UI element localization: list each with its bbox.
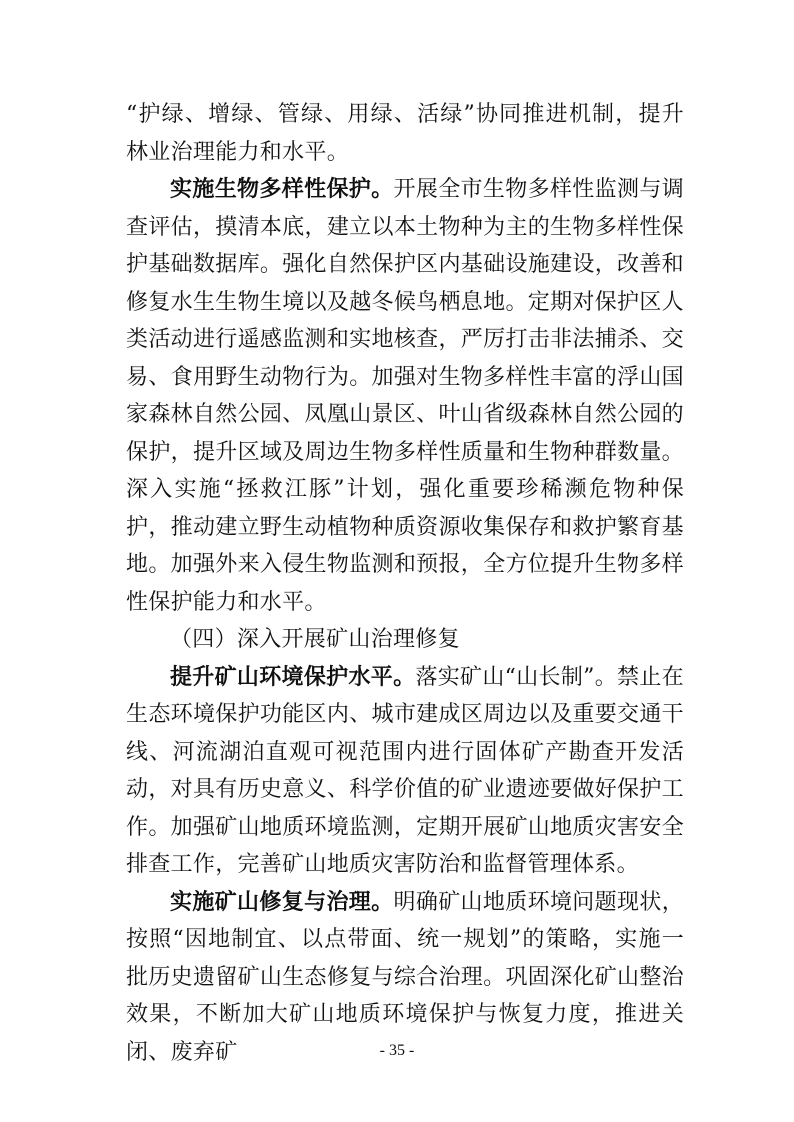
paragraph-mine-protection (126, 659, 684, 884)
section-heading: （四）深入开展矿山治理修复 (170, 627, 460, 652)
body-text (126, 96, 684, 1071)
paragraph-heading: 实施生物多样性保护。 (170, 177, 394, 202)
paragraph-continuation: “护绿、增绿、管绿、用绿、活绿”协同推进机制，提升林业治理能力和水平。 (126, 102, 684, 165)
paragraph-body: 落实矿山“山长制”。禁止在生态环境保护功能区内、城市建成区周边以及重要交通干线、河流湖泊直观可视范围内进行固体矿产勘查开发活动，对具有历史意义、科学价值的矿业遗迹要做好保护工作。加强矿山地质环境监测，定期开展矿山地质灾害安全排查工作，完善矿山地质灾害防治和监督管理体系。 (126, 664, 684, 877)
paragraph-body: 明确矿山地质环境问题现状，按照“因地制宜、以点带面、统一规划”的策略，实施一批历史遗留矿山生态修复与综合治理。巩固深化矿山整治效果，不断加大矿山地质环境保护与恢复力度，推进关闭、废弃矿 (126, 889, 684, 1065)
paragraph-biodiversity (126, 171, 684, 621)
paragraph-heading: 实施矿山修复与治理。 (170, 889, 394, 915)
page-number: - 35 - (379, 1042, 415, 1059)
paragraph-heading: 提升矿山环境保护水平。 (170, 664, 416, 690)
paragraph-body: 开展全市生物多样性监测与调查评估，摸清本底，建立以本土物种为主的生物多样性保护基础数据库。强化自然保护区内基础设施建设，改善和修复水生生物生境以及越冬候鸟栖息地。定期对保护区人类活动进行遥感监测和实地核查，严厉打击非法捕杀、交易、食用野生动物行为。加强对生物多样性丰富的浮山国家森林自然公园、凤凰山景区、叶山省级森林自然公园的保护，提升区域及周边生物多样性质量和生物种群数量。深入实施“拯救江豚”计划，强化重要珍稀濒危物种保护，推动建立野生动植物种质资源收集保存和救护繁育基地。加强外来入侵生物监测和预报，全方位提升生物多样性保护能力和水平。 (126, 177, 684, 615)
